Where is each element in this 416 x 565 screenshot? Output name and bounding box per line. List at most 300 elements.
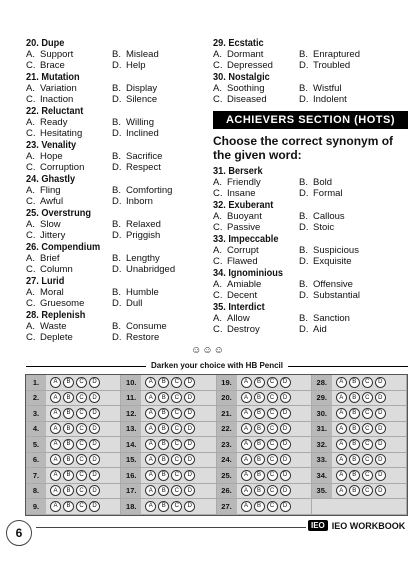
- option-letter: C.: [213, 94, 223, 105]
- option-letter: A.: [213, 279, 222, 290]
- option-letter: B.: [299, 211, 308, 222]
- answer-bubble[interactable]: A: [241, 408, 252, 419]
- answer-row: [121, 391, 216, 407]
- answer-bubble[interactable]: A: [50, 423, 61, 434]
- answer-bubble[interactable]: A: [145, 470, 156, 481]
- option-text: Humble: [126, 287, 159, 298]
- answer-bubble[interactable]: D: [184, 501, 195, 512]
- answer-number: 21.: [217, 406, 237, 421]
- option: [112, 253, 198, 264]
- bubble-group: [332, 423, 386, 434]
- question-heading: 33. Impeccable: [213, 234, 279, 245]
- answer-bubble[interactable]: B: [349, 392, 360, 403]
- option-text: Corrupt: [227, 245, 259, 256]
- option-letter: C.: [26, 332, 36, 343]
- answer-bubble[interactable]: B: [63, 485, 74, 496]
- answer-bubble[interactable]: C: [76, 408, 87, 419]
- option-text: Sacrifice: [126, 151, 163, 162]
- answer-bubble[interactable]: B: [158, 439, 169, 450]
- option: [26, 162, 112, 173]
- answer-bubble[interactable]: D: [184, 485, 195, 496]
- answer-bubble[interactable]: C: [267, 439, 278, 450]
- answer-number: 29.: [312, 391, 332, 406]
- answer-number: 5.: [26, 437, 46, 452]
- answer-number: 33.: [312, 453, 332, 468]
- answer-bubble[interactable]: A: [145, 392, 156, 403]
- bubble-group: [46, 377, 100, 388]
- answer-number: 8.: [26, 484, 46, 499]
- option-letter: C.: [213, 188, 223, 199]
- option-text: Depressed: [227, 60, 273, 71]
- answer-bubble[interactable]: C: [362, 470, 373, 481]
- bubble-group: [237, 485, 291, 496]
- answer-bubble[interactable]: A: [145, 439, 156, 450]
- option-letter: B.: [112, 321, 121, 332]
- answer-row: [312, 484, 407, 500]
- answer-bubble[interactable]: D: [280, 392, 291, 403]
- bubble-group: [141, 485, 195, 496]
- option: [213, 256, 299, 267]
- option: [26, 321, 112, 332]
- bubble-group: [141, 377, 195, 388]
- answer-row: [217, 468, 312, 484]
- question-item: [213, 234, 408, 267]
- answer-bubble[interactable]: C: [267, 470, 278, 481]
- option-row: [26, 151, 206, 162]
- bubble-group: [332, 470, 386, 481]
- answer-bubble[interactable]: C: [76, 392, 87, 403]
- option-letter: C.: [26, 162, 36, 173]
- question-heading: 25. Overstrung: [26, 208, 91, 219]
- answer-bubble[interactable]: D: [89, 454, 100, 465]
- answer-bubble[interactable]: B: [254, 439, 265, 450]
- answer-bubble[interactable]: D: [89, 501, 100, 512]
- answer-number: 28.: [312, 375, 332, 390]
- answer-bubble[interactable]: D: [280, 439, 291, 450]
- option-letter: D.: [299, 60, 309, 71]
- option-text: Consume: [126, 321, 167, 332]
- answer-bubble[interactable]: B: [254, 454, 265, 465]
- option: [213, 188, 299, 199]
- answer-bubble[interactable]: B: [158, 377, 169, 388]
- answer-bubble[interactable]: A: [336, 439, 347, 450]
- answer-bubble[interactable]: D: [89, 423, 100, 434]
- answer-bubble[interactable]: A: [241, 392, 252, 403]
- answer-bubble[interactable]: A: [336, 408, 347, 419]
- option-letter: D.: [299, 94, 309, 105]
- answer-bubble[interactable]: C: [362, 408, 373, 419]
- option-letter: A.: [213, 245, 222, 256]
- option-letter: B.: [112, 253, 121, 264]
- option-letter: B.: [112, 151, 121, 162]
- answer-bubble[interactable]: B: [158, 423, 169, 434]
- bubble-group: [46, 423, 100, 434]
- answer-bubble[interactable]: B: [158, 392, 169, 403]
- option: [299, 245, 385, 256]
- option-letter: D.: [112, 332, 122, 343]
- option-letter: C.: [26, 264, 36, 275]
- answer-sheet-title: Darken your choice with HB Pencil: [150, 361, 284, 370]
- answer-row: [121, 499, 216, 515]
- answer-bubble[interactable]: D: [89, 439, 100, 450]
- answer-bubble[interactable]: A: [50, 485, 61, 496]
- answer-bubble[interactable]: C: [76, 454, 87, 465]
- option-text: Willing: [126, 117, 154, 128]
- question-heading: 22. Reluctant: [26, 106, 84, 117]
- option-text: Hesitating: [40, 128, 83, 139]
- answer-bubble[interactable]: B: [254, 392, 265, 403]
- option-text: Offensive: [313, 279, 353, 290]
- answer-bubble[interactable]: D: [280, 454, 291, 465]
- option-row: [26, 321, 206, 332]
- answer-bubble[interactable]: D: [280, 485, 291, 496]
- option-letter: D.: [112, 196, 122, 207]
- answer-bubble[interactable]: B: [254, 501, 265, 512]
- answer-bubble[interactable]: A: [50, 454, 61, 465]
- answer-bubble[interactable]: B: [158, 485, 169, 496]
- answer-bubble[interactable]: B: [254, 423, 265, 434]
- answer-bubble[interactable]: D: [375, 408, 386, 419]
- answer-bubble[interactable]: D: [280, 501, 291, 512]
- answer-bubble[interactable]: C: [171, 392, 182, 403]
- answer-bubble[interactable]: A: [50, 408, 61, 419]
- answer-bubble[interactable]: D: [375, 439, 386, 450]
- answer-bubble[interactable]: B: [349, 377, 360, 388]
- option-letter: A.: [213, 49, 222, 60]
- answer-bubble[interactable]: B: [63, 423, 74, 434]
- answer-bubble[interactable]: B: [349, 439, 360, 450]
- answer-bubble[interactable]: A: [336, 377, 347, 388]
- option-row: [26, 264, 206, 275]
- option-text: Destroy: [227, 324, 260, 335]
- bubble-group: [332, 439, 386, 450]
- answer-bubble[interactable]: C: [76, 470, 87, 481]
- answer-bubble[interactable]: D: [280, 408, 291, 419]
- question-item: [26, 242, 206, 275]
- right-bottom-questions: [213, 166, 408, 335]
- footer-title: IEO WORKBOOK: [331, 520, 406, 531]
- answer-bubble[interactable]: D: [89, 485, 100, 496]
- option-letter: A.: [26, 151, 35, 162]
- option-text: Callous: [313, 211, 345, 222]
- option-text: Friendly: [227, 177, 261, 188]
- answer-bubble[interactable]: A: [50, 470, 61, 481]
- answer-bubble[interactable]: D: [89, 377, 100, 388]
- answer-bubble[interactable]: D: [375, 485, 386, 496]
- answer-bubble[interactable]: C: [171, 423, 182, 434]
- answer-bubble[interactable]: B: [254, 408, 265, 419]
- answer-bubble[interactable]: A: [145, 454, 156, 465]
- option: [299, 83, 385, 94]
- answer-bubble[interactable]: C: [362, 377, 373, 388]
- answer-bubble[interactable]: C: [76, 439, 87, 450]
- option: [26, 83, 112, 94]
- answer-bubble[interactable]: B: [158, 408, 169, 419]
- option: [112, 94, 198, 105]
- option: [213, 60, 299, 71]
- option-row: [213, 211, 408, 222]
- option: [112, 128, 198, 139]
- bubble-group: [237, 408, 291, 419]
- answer-bubble[interactable]: A: [145, 501, 156, 512]
- answer-bubble[interactable]: B: [63, 439, 74, 450]
- option: [299, 290, 385, 301]
- answer-bubble[interactable]: C: [171, 501, 182, 512]
- answer-bubble[interactable]: C: [362, 439, 373, 450]
- answer-bubble[interactable]: A: [336, 454, 347, 465]
- option: [213, 324, 299, 335]
- answer-bubble[interactable]: B: [63, 454, 74, 465]
- answer-bubble[interactable]: C: [76, 377, 87, 388]
- option-row: [213, 313, 408, 324]
- option-row: [26, 253, 206, 264]
- answer-bubble[interactable]: D: [184, 470, 195, 481]
- answer-bubble[interactable]: D: [280, 377, 291, 388]
- answer-bubble[interactable]: C: [171, 377, 182, 388]
- answer-bubble[interactable]: D: [184, 454, 195, 465]
- option: [112, 117, 198, 128]
- answer-bubble[interactable]: B: [349, 470, 360, 481]
- answer-bubble[interactable]: B: [63, 501, 74, 512]
- answer-number: 18.: [121, 499, 141, 514]
- answer-bubble[interactable]: D: [375, 377, 386, 388]
- answer-bubble[interactable]: C: [362, 454, 373, 465]
- option-letter: C.: [26, 94, 36, 105]
- option-text: Jittery: [40, 230, 66, 241]
- option-row: [213, 256, 408, 267]
- answer-row: [217, 437, 312, 453]
- option-letter: A.: [26, 185, 35, 196]
- answer-bubble[interactable]: D: [184, 439, 195, 450]
- option-letter: C.: [213, 324, 223, 335]
- answer-bubble[interactable]: B: [158, 470, 169, 481]
- answer-bubble[interactable]: A: [145, 408, 156, 419]
- answer-bubble[interactable]: A: [336, 470, 347, 481]
- option: [26, 117, 112, 128]
- page-number: 6: [6, 520, 32, 546]
- bubble-group: [141, 439, 195, 450]
- option-row: [26, 332, 206, 343]
- option-letter: C.: [26, 60, 36, 71]
- answer-bubble[interactable]: D: [89, 470, 100, 481]
- answer-bubble[interactable]: C: [76, 501, 87, 512]
- option-text: Display: [126, 83, 158, 94]
- bubble-group: [46, 470, 100, 481]
- option-letter: D.: [112, 264, 122, 275]
- bubble-group: [46, 454, 100, 465]
- option: [112, 264, 198, 275]
- answer-bubble[interactable]: C: [362, 392, 373, 403]
- answer-bubble[interactable]: A: [336, 485, 347, 496]
- option: [26, 332, 112, 343]
- option: [213, 245, 299, 256]
- answer-number: 12.: [121, 406, 141, 421]
- answer-row: [312, 375, 407, 391]
- answer-bubble[interactable]: C: [267, 423, 278, 434]
- answer-bubble[interactable]: B: [349, 423, 360, 434]
- answer-bubble[interactable]: C: [267, 501, 278, 512]
- option-text: Fling: [40, 185, 61, 196]
- option-text: Moral: [40, 287, 64, 298]
- option-letter: C.: [213, 256, 223, 267]
- option-text: Corruption: [40, 162, 85, 173]
- option-letter: D.: [299, 324, 309, 335]
- option: [112, 230, 198, 241]
- answer-number: 11.: [121, 391, 141, 406]
- answer-bubble[interactable]: D: [280, 470, 291, 481]
- answer-bubble[interactable]: D: [375, 454, 386, 465]
- option: [26, 287, 112, 298]
- option-row: [26, 49, 206, 60]
- option: [299, 324, 385, 335]
- answer-bubble[interactable]: B: [254, 485, 265, 496]
- option-text: Inborn: [126, 196, 153, 207]
- answer-number: 22.: [217, 422, 237, 437]
- answer-bubble[interactable]: C: [267, 485, 278, 496]
- question-item: [26, 310, 206, 343]
- answer-row: [26, 499, 121, 515]
- answer-bubble[interactable]: C: [171, 408, 182, 419]
- answer-bubble[interactable]: D: [184, 408, 195, 419]
- option-letter: B.: [112, 185, 121, 196]
- answer-bubble[interactable]: A: [50, 392, 61, 403]
- answer-bubble[interactable]: C: [267, 392, 278, 403]
- option: [299, 94, 385, 105]
- answer-bubble[interactable]: A: [336, 392, 347, 403]
- answer-bubble[interactable]: A: [241, 454, 252, 465]
- answer-bubble[interactable]: C: [76, 423, 87, 434]
- option: [112, 321, 198, 332]
- option-text: Dull: [126, 298, 143, 309]
- bubble-group: [237, 423, 291, 434]
- answer-bubble[interactable]: A: [241, 485, 252, 496]
- answer-bubble[interactable]: C: [267, 454, 278, 465]
- question-heading: 30. Nostalgic: [213, 72, 270, 83]
- answer-bubble[interactable]: C: [171, 439, 182, 450]
- option-text: Mislead: [126, 49, 159, 60]
- answer-bubble[interactable]: C: [362, 485, 373, 496]
- answer-bubble[interactable]: A: [50, 377, 61, 388]
- answer-bubble[interactable]: D: [184, 377, 195, 388]
- bubble-group: [332, 377, 386, 388]
- option-text: Diseased: [227, 94, 267, 105]
- answer-bubble[interactable]: A: [241, 423, 252, 434]
- answer-row: [312, 437, 407, 453]
- answer-row: [217, 499, 312, 515]
- answer-bubble[interactable]: D: [375, 470, 386, 481]
- option-row: [213, 60, 408, 71]
- answer-bubble[interactable]: D: [89, 392, 100, 403]
- answer-bubble[interactable]: C: [171, 470, 182, 481]
- answer-bubble[interactable]: A: [241, 470, 252, 481]
- option-text: Brace: [40, 60, 65, 71]
- answer-bubble[interactable]: A: [145, 423, 156, 434]
- answer-bubble[interactable]: A: [50, 501, 61, 512]
- answer-bubble[interactable]: C: [267, 377, 278, 388]
- bubble-group: [46, 408, 100, 419]
- answer-bubble[interactable]: A: [241, 377, 252, 388]
- brand-logo: IEO: [308, 520, 328, 531]
- option-letter: C.: [213, 222, 223, 233]
- answer-bubble[interactable]: B: [63, 470, 74, 481]
- bubble-group: [46, 501, 100, 512]
- answer-number: 1.: [26, 375, 46, 390]
- answer-bubble[interactable]: C: [76, 485, 87, 496]
- option-text: Suspicious: [313, 245, 359, 256]
- answer-bubble[interactable]: D: [89, 408, 100, 419]
- answer-bubble[interactable]: A: [241, 501, 252, 512]
- option-row: [26, 117, 206, 128]
- question-heading: 23. Venality: [26, 140, 77, 151]
- answer-bubble[interactable]: D: [184, 392, 195, 403]
- option-row: [26, 60, 206, 71]
- answer-bubble[interactable]: C: [267, 408, 278, 419]
- answer-bubble[interactable]: B: [349, 485, 360, 496]
- option-letter: C.: [213, 60, 223, 71]
- answer-bubble[interactable]: B: [63, 377, 74, 388]
- answer-bubble[interactable]: D: [375, 423, 386, 434]
- answer-bubble[interactable]: A: [336, 423, 347, 434]
- answer-bubble[interactable]: B: [254, 377, 265, 388]
- option-text: Enraptured: [313, 49, 361, 60]
- option-row: [26, 196, 206, 207]
- question-heading: 21. Mutation: [26, 72, 80, 83]
- answer-bubble[interactable]: B: [349, 408, 360, 419]
- bubble-group: [141, 392, 195, 403]
- answer-bubble[interactable]: B: [349, 454, 360, 465]
- option-letter: A.: [26, 321, 35, 332]
- question-heading: 28. Replenish: [26, 310, 86, 321]
- question-item: [213, 72, 408, 105]
- answer-row: [217, 391, 312, 407]
- answer-bubble[interactable]: D: [375, 392, 386, 403]
- left-question-column: [26, 38, 206, 344]
- option-row: [213, 94, 408, 105]
- answer-bubble[interactable]: C: [362, 423, 373, 434]
- option: [26, 49, 112, 60]
- answer-bubble[interactable]: A: [50, 439, 61, 450]
- answer-bubble[interactable]: B: [63, 408, 74, 419]
- bubble-group: [46, 485, 100, 496]
- option: [299, 188, 385, 199]
- option-letter: D.: [112, 94, 122, 105]
- answer-bubble[interactable]: A: [145, 485, 156, 496]
- answer-bubble[interactable]: D: [280, 423, 291, 434]
- option: [26, 219, 112, 230]
- answer-bubble[interactable]: C: [171, 454, 182, 465]
- option: [112, 49, 198, 60]
- option: [112, 162, 198, 173]
- option-letter: B.: [299, 83, 308, 94]
- answer-bubble[interactable]: B: [158, 501, 169, 512]
- answer-bubble[interactable]: B: [254, 470, 265, 481]
- bubble-group: [46, 392, 100, 403]
- answer-row: [217, 406, 312, 422]
- answer-row: [217, 453, 312, 469]
- answer-bubble[interactable]: B: [63, 392, 74, 403]
- option-letter: A.: [26, 287, 35, 298]
- answer-bubble[interactable]: D: [184, 423, 195, 434]
- answer-bubble[interactable]: B: [158, 454, 169, 465]
- question-heading: 27. Lurid: [26, 276, 65, 287]
- answer-row: [217, 375, 312, 391]
- option: [26, 196, 112, 207]
- answer-bubble[interactable]: C: [171, 485, 182, 496]
- answer-bubble[interactable]: A: [145, 377, 156, 388]
- answer-bubble[interactable]: A: [241, 439, 252, 450]
- option: [299, 222, 385, 233]
- option: [299, 279, 385, 290]
